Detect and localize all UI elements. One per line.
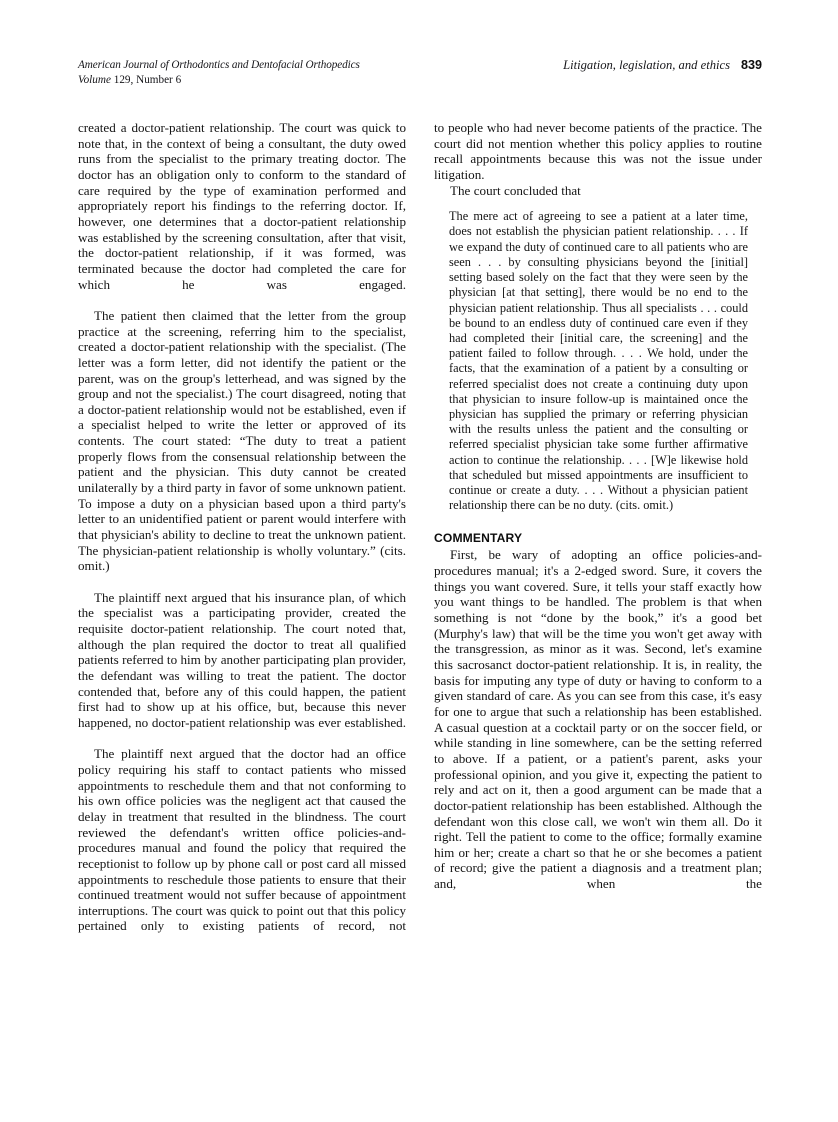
block-quote-text: The mere act of agreeing to see a patient at a later time, does not establish the physician patient relationship. . . . If we expand the duty of continued care to all patients who are seen . . . by consulting physicians beyond the [initial] setting based solely on the fact that they were seen by the physician [at that setting], there would be no end to the physician patient relationship. Thus all specialists . . . could be bound to an endless duty of continued care even if they had completed their [initial care, the screening] and the patient failed to follow through. . . . We hold, under the facts, that the examination of a patient by a consulting or referred specialist does not create a continuing duty upon that physician to insure follow-up is maintained once the physician has supplied the primary or referring physician with the results unless the patient and the consulting or referred specialist physician take some further affirmative action to continue the relationship. . . . [W]e likewise hold that scheduled but missed appointments are insufficient to continue or create a duty. . . . Without a physician patient relationship there can be no duty. (cits. omit.): [449, 209, 748, 513]
running-head: [78, 58, 762, 100]
running-head-left: [78, 58, 508, 88]
commentary-heading: COMMENTARY: [434, 531, 523, 546]
court-block-quote: [434, 209, 762, 513]
left-column: [78, 120, 406, 1050]
volume-label: Volume: [78, 74, 111, 86]
paragraph-continued-practice: to people who had never become patients of the practice. The court did not mention whether this policy applies to routine recall appointments because this was not the issue under litigation.: [434, 120, 762, 182]
body-columns: [78, 120, 762, 1050]
paragraph-commentary: First, be wary of adopting an office policies-and-procedures manual; it's a 2-edged sword. Sure, it covers the things you want covered. Sure, it tells your staff exactly how you want things to be handled. The problem is that when something is not “done by the book,” it's a good bet (Murphy's law) that will be the time you won't get away with the transgression, as minor as it was. Second, let's examine this sacrosanct doctor-patient relationship. It is, in reality, the basis for imputing any type of duty or having to conform to a given standard of care. As you can see from this case, it's easy for one to argue that such a relationship has been established. A casual question at a cocktail party or on the soccer field, or while standing in line somewhere, can be the setting referred to above. If a patient, or a patient's parent, asks your professional opinion, and you give it, expecting the patient to rely and act on it, then a good argument can be made that a doctor-patient relationship has been established. Although the defendant won this close call, we won't win them all. Do it right. Tell the patient to come to the office; formally examine him or her; create a chart so that he or she becomes a patient of record; give the patient a diagnosis and a treatment plan; and, when the: [434, 547, 762, 892]
volume-number: 129, Number 6: [113, 74, 182, 86]
journal-title: American Journal of Orthodontics and Dentofacial Orthopedics: [78, 59, 360, 71]
section-title: Litigation, legislation, and ethics: [563, 58, 730, 72]
running-head-right: [563, 58, 762, 73]
volume-issue: [78, 73, 508, 88]
paragraph-insurance-plan: The plaintiff next argued that his insurance plan, of which the specialist was a participating provider, created the requisite doctor-patient relationship. The court noted that, although the plan required the doctor to treat all qualified patients referred to him by another participating plan provider, the defendant was willing to treat the patient. The doctor contended that, before any of this could happen, the patient first had to show up at his office, but, because this never happened, no doctor-patient relationship was ever established.: [78, 589, 406, 730]
paragraph-court-concluded: The court concluded that: [450, 182, 581, 198]
paragraph-continued-consultant: created a doctor-patient relationship. The court was quick to note that, in the context of being a consultant, the duty owed runs from the specialist to the primary treating doctor. The doctor has an obligation only to conform to the standard of care required by the type of examination performed and appropriately report his findings to the referring doctor. If, however, one determines that a doctor-patient relationship was established by the screening consultation, after that visit, the doctor-patient relationship, if it was formed, was terminated because the doctor had completed the care for which he was engaged.: [78, 120, 406, 292]
paragraph-letter-from-group: The patient then claimed that the letter from the group practice at the screening, referring him to the specialist, created a doctor-patient relationship with the specialist. (The letter was a form letter, did not identify the patient or the parent, was on the group's letterhead, and was signed by the group and not the specialist.) The court disagreed, noting that a doctor-patient relationship would not be established, even if a specialist helped to write the letter or approved of its contents. The court stated: “The duty to treat a patient properly flows from the consensual relationship between the patient and the physician. This duty cannot be created unilaterally by a third party in favor of some unknown patient. To impose a duty on a physician based upon a third party's letter to an unidentified patient or parent would interfere with that physician's ability to decline to treat the unknown patient. The physician-patient relationship is wholly voluntary.” (cits. omit.): [78, 307, 406, 574]
paragraph-office-policy: The plaintiff next argued that the doctor had an office policy requiring his staff to contact patients who missed appointments to reschedule them and that not conforming to his own office policies was the negligent act that caused the delay in treatment that resulted in the blindness. The court reviewed the defendant's written office policies-and-procedures manual and found the policy that required the receptionist to follow up by phone call or post card all missed appointments to reschedule those patients to ensure that their continued treatment would not suffer because of appointment interruptions. The court was quick to point out that this policy pertained only to existing patients of record, not: [78, 746, 406, 934]
right-column: [434, 120, 762, 1050]
page-number: 839: [740, 58, 762, 72]
